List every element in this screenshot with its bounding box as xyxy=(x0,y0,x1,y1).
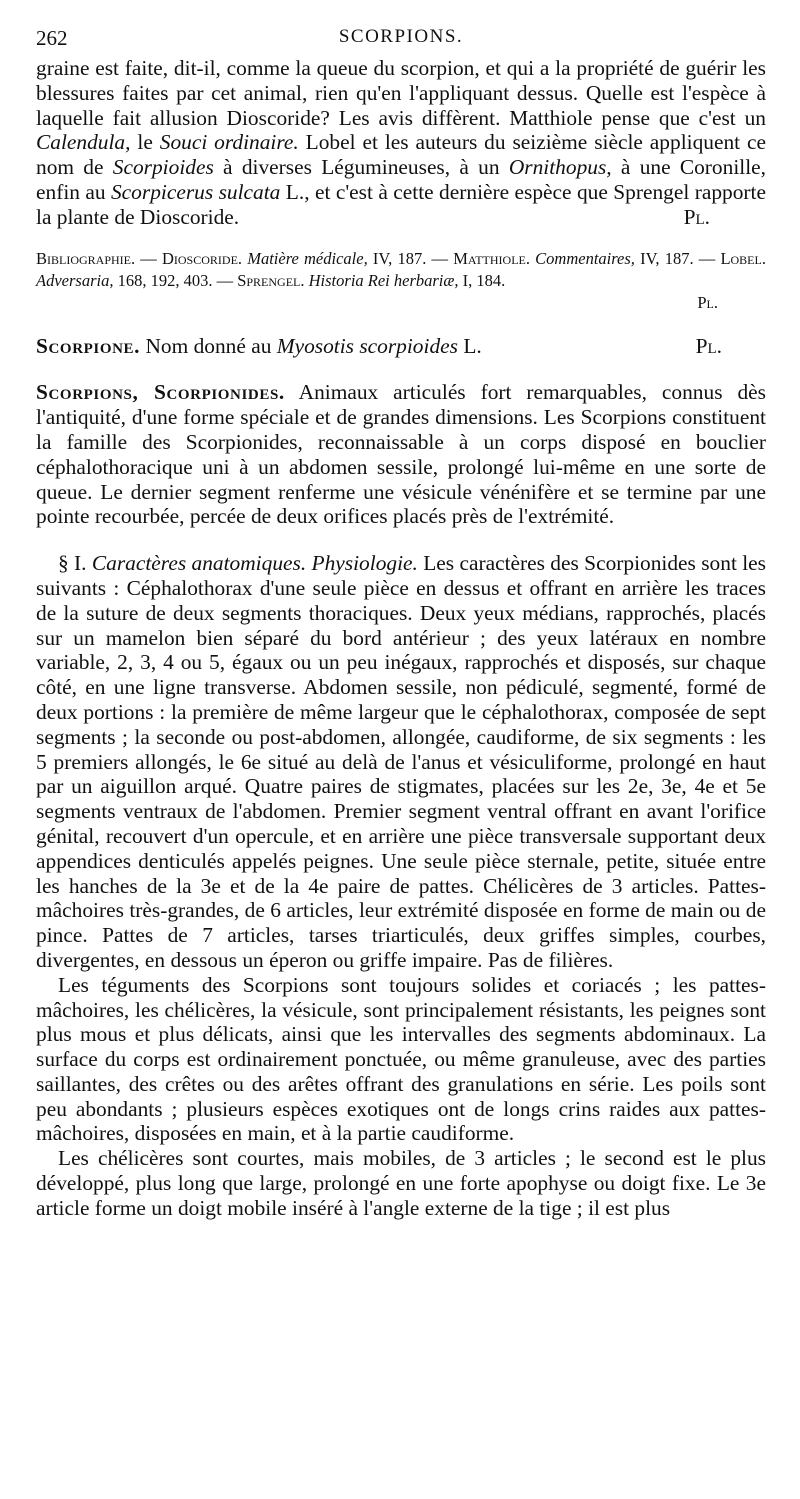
entry-term: Scorpions, Scorpionides. xyxy=(36,380,285,405)
cheliceres-paragraph: Les chélicères sont courtes, mais mobiles, de 3 articles ; le second est le plus développé, plus long que large, prolongé en une forte apophyse ou doigt fixe. Le 3e article forme un doigt mobile inséré à l'angle externe de la tige ; il est plus xyxy=(36,1146,766,1220)
author-signature: Pl. xyxy=(683,204,710,229)
teguments-paragraph: Les téguments des Scorpions sont toujours solides et coriacés ; les pattes-mâchoires, les chélicères, la vésicule, sont principalement résistants, les peignes sont plus mous et plus délicats, ainsi que les intervalles des segments abdominaux. La surface du corps est ordinairement ponctuée, ou même granuleuse, avec des parties saillantes, des crêtes ou des arêtes offrant des granulations en série. Les poils sont peu abondants ; plusieurs espèces exotiques ont de longs crins raides aux pattes-mâchoires, disposées en main, et à la partie caudiforme. xyxy=(36,972,766,1146)
section-title: Caractères anatomiques. Physiologie. xyxy=(91,551,418,576)
page-header xyxy=(36,26,766,56)
page xyxy=(36,26,766,1221)
page-number: 262 xyxy=(36,26,68,50)
section-1-paragraph: § I. Caractères anatomiques. Physiologie. Les caractères des Scorpionides sont les suivants : Céphalothorax d'une seule pièce en dessus et offrant en arrière les traces de la suture de deux segments thoraciques. Deux yeux médians, rapprochés, placés sur un mamelon bien séparé du bord antérieur ; des yeux latéraux en nombre variable, 2, 3, 4 ou 5, égaux ou un peu inégaux, rapprochés et disposés, sur chaque côté, en une ligne transverse. Abdomen sessile, non pédiculé, segmenté, formé de deux portions : la première de même largeur que le céphalothorax, composée de sept segments ; la seconde ou post-abdomen, allongée, caudiforme, de six segments : les 5 premiers allongés, le 6e situé au delà de l'anus et vésiculiforme, prolongé en haut par un aiguillon arqué. Quatre paires de stigmates, placées sur les 2e, 3e, 4e et 5e segments ventraux de l'abdomen. Premier segment ventral offrant en avant l'orifice génital, recouvert d'un opercule, et en arrière une pièce transversale supportant deux appendices denticulés appelés peignes. Une seule pièce sternale, petite, située entre les hanches de la 3e et de la 4e paire de pattes. Chélicères de 3 articles. Pattes-mâchoires très-grandes, de 6 articles, leur extrémité disposée en forme de main ou de pince. Pattes de 7 articles, tarses triarticulés, deux griffes simples, courbes, divergentes, en dessous un éperon ou griffe impaire. Pas de filières. xyxy=(36,551,766,972)
author-signature: Pl. xyxy=(697,292,718,312)
running-title: SCORPIONS. xyxy=(338,26,464,47)
entry-scorpione: Scorpione. Nom donné au Myosotis scorpioides L. Pl. xyxy=(36,333,722,358)
bibliography: Bibliographie. — Dioscoride. Matière médicale, IV, 187. — Matthiole. Commentaires, IV, 187. — Lobel. Adversaria, 168, 192, 403. — Sprengel. Historia Rei herbariæ, I, 184. Pl. xyxy=(36,248,766,312)
author-signature: Pl. xyxy=(695,333,722,358)
section-number: § I. xyxy=(58,551,87,576)
entry-term: Scorpione. xyxy=(36,333,141,358)
scorpioides-paragraph: graine est faite, dit-il, comme la queue du scorpion, et qui a la propriété de guérir les blessures faites par cet animal, rien qu'en l'appliquant dessus. Quelle est l'espèce à laquelle fait allusion Dioscoride? Les avis diffèrent. Matthiole pense que c'est un Calendula, le Souci ordinaire. Lobel et les auteurs du seizième siècle appliquent ce nom de Scorpioides à diverses Légumineuses, à un Ornithopus, à une Coronille, enfin au Scorpicerus sulcata L., et c'est à cette dernière espèce que Sprengel rapporte la plante de Dioscoride. xyxy=(36,56,766,229)
entry-scorpions: Scorpions, Scorpionides. Animaux articulés fort remarquables, connus dès l'antiquité, d'une forme spéciale et de grandes dimensions. Les Scorpions constituent la famille des Scorpionides, reconnaissable à un corps disposé en bouclier céphalothoracique uni à un abdomen sessile, prolongé lui-même en une sorte de queue. Le dernier segment renferme une vésicule vénénifère et se termine par une pointe recourbée, percée de deux orifices placés près de l'extrémité. xyxy=(36,380,766,529)
